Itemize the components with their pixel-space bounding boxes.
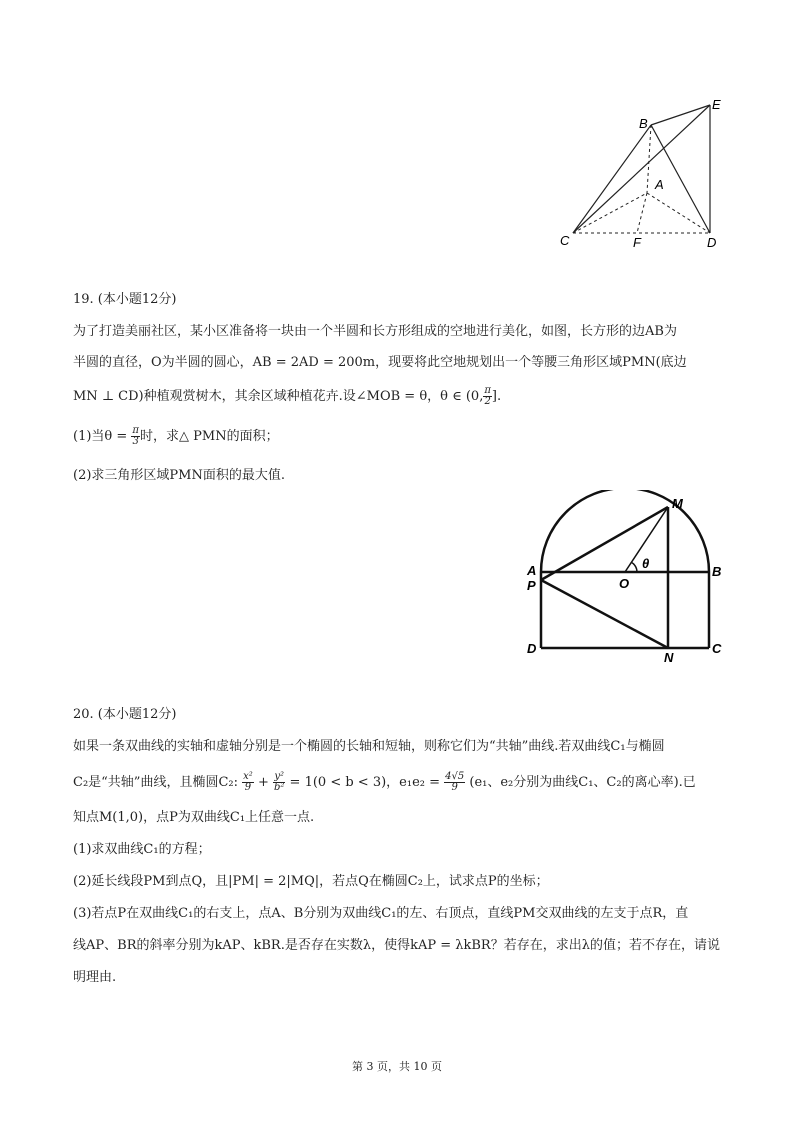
q20-part2: (2)延长线段PM到点Q，且|PM| = 2|MQ|，若点Q在椭圆C₂上，试求点P的坐标； bbox=[73, 874, 549, 889]
q20-header: 20. (本小题12分) bbox=[73, 707, 177, 722]
q19-line3-text: MN ⊥ CD)种植观赏树木，其余区域种植花卉.设∠MOB = θ，θ ∈ (0, bbox=[73, 389, 484, 404]
frac-den: 2 bbox=[484, 396, 491, 407]
fraction-x2-9 bbox=[242, 772, 254, 793]
label-B: B bbox=[639, 116, 648, 131]
frac-den: b² bbox=[273, 782, 285, 793]
q19-part2: (2)求三角形区域PMN面积的最大值. bbox=[73, 468, 285, 483]
label-B: B bbox=[712, 564, 722, 579]
q19-line2: 半圆的直径，O为半圆的圆心，AB = 2AD = 200m，现要将此空地规划出一个等腰三角形区域PMN(底边 bbox=[73, 355, 687, 370]
label-A: A bbox=[655, 177, 664, 192]
q19-line1: 为了打造美丽社区，某小区准备将一块由一个半圆和长方形组成的空地进行美化，如图，长方形的边AB为 bbox=[73, 324, 677, 339]
label-M: M bbox=[672, 496, 683, 511]
fraction-pi-3 bbox=[131, 426, 140, 447]
frac-num: π bbox=[484, 385, 491, 396]
q20-part3-line2: 线AP、BR的斜率分别为kAP、kBR.是否存在实数λ，使得kAP = λkBR？若存在，求出λ的值；若不存在，请说 bbox=[73, 938, 720, 953]
frac-den: 9 bbox=[244, 782, 252, 793]
q19-line3 bbox=[73, 386, 501, 407]
page-footer: 第 3 页，共 10 页 bbox=[352, 1060, 442, 1073]
q20-line2-end: (e₁、e₂分别为曲线C₁、C₂的离心率).已 bbox=[469, 775, 696, 790]
q20-line1: 如果一条双曲线的实轴和虚轴分别是一个椭圆的长轴和短轴，则称它们为“共轴”曲线.若双曲线C₁与椭圆 bbox=[73, 739, 665, 754]
label-D: D bbox=[707, 235, 717, 250]
q20-line3: 知点M(1,0)，点P为双曲线C₁上任意一点. bbox=[73, 810, 315, 825]
label-theta: θ bbox=[642, 556, 650, 571]
q20-part3-line3: 明理由. bbox=[73, 970, 117, 985]
label-F: F bbox=[633, 235, 641, 250]
label-D: D bbox=[527, 641, 537, 656]
q20-part3-line1: (3)若点P在双曲线C₁的右支上，点A、B分别为双曲线C₁的左、右顶点，直线PM交双曲线的左支于点R，直 bbox=[73, 906, 689, 921]
label-E: E bbox=[712, 97, 721, 112]
q19-part1-text: (1)当θ = bbox=[73, 429, 128, 444]
q20-line2 bbox=[73, 772, 696, 793]
frac-num: π bbox=[132, 425, 139, 436]
figure-semicircle bbox=[525, 490, 725, 665]
q20-part1: (1)求双曲线C₁的方程； bbox=[73, 842, 211, 857]
frac-num: 4√5 bbox=[445, 771, 465, 782]
label-N: N bbox=[664, 650, 674, 665]
q19-header: 19. (本小题12分) bbox=[73, 292, 177, 307]
fraction-4sqrt5-9 bbox=[444, 772, 465, 793]
label-P: P bbox=[527, 578, 536, 593]
q19-part1-end: 时，求△ PMN的面积； bbox=[140, 429, 279, 444]
frac-den: 3 bbox=[132, 436, 139, 447]
q20-line2-mid: = 1(0 < b < 3)，e₁e₂ = bbox=[289, 775, 440, 790]
label-A: A bbox=[527, 563, 537, 578]
frac-num: y² bbox=[274, 771, 285, 782]
frac-den: 9 bbox=[451, 782, 458, 793]
plus-sign: + bbox=[257, 775, 269, 790]
label-C: C bbox=[560, 233, 570, 248]
figure-pyramid bbox=[555, 95, 735, 255]
q20-line2-text: C₂是“共轴”曲线，且椭圆C₂: bbox=[73, 775, 238, 790]
label-O: O bbox=[619, 576, 630, 591]
label-C: C bbox=[712, 641, 722, 656]
q19-part1 bbox=[73, 426, 279, 447]
q19-line3-end: ]. bbox=[491, 389, 502, 404]
fraction-y2-b2 bbox=[273, 772, 285, 793]
frac-num: x² bbox=[243, 771, 253, 782]
fraction-pi-2 bbox=[483, 386, 492, 407]
